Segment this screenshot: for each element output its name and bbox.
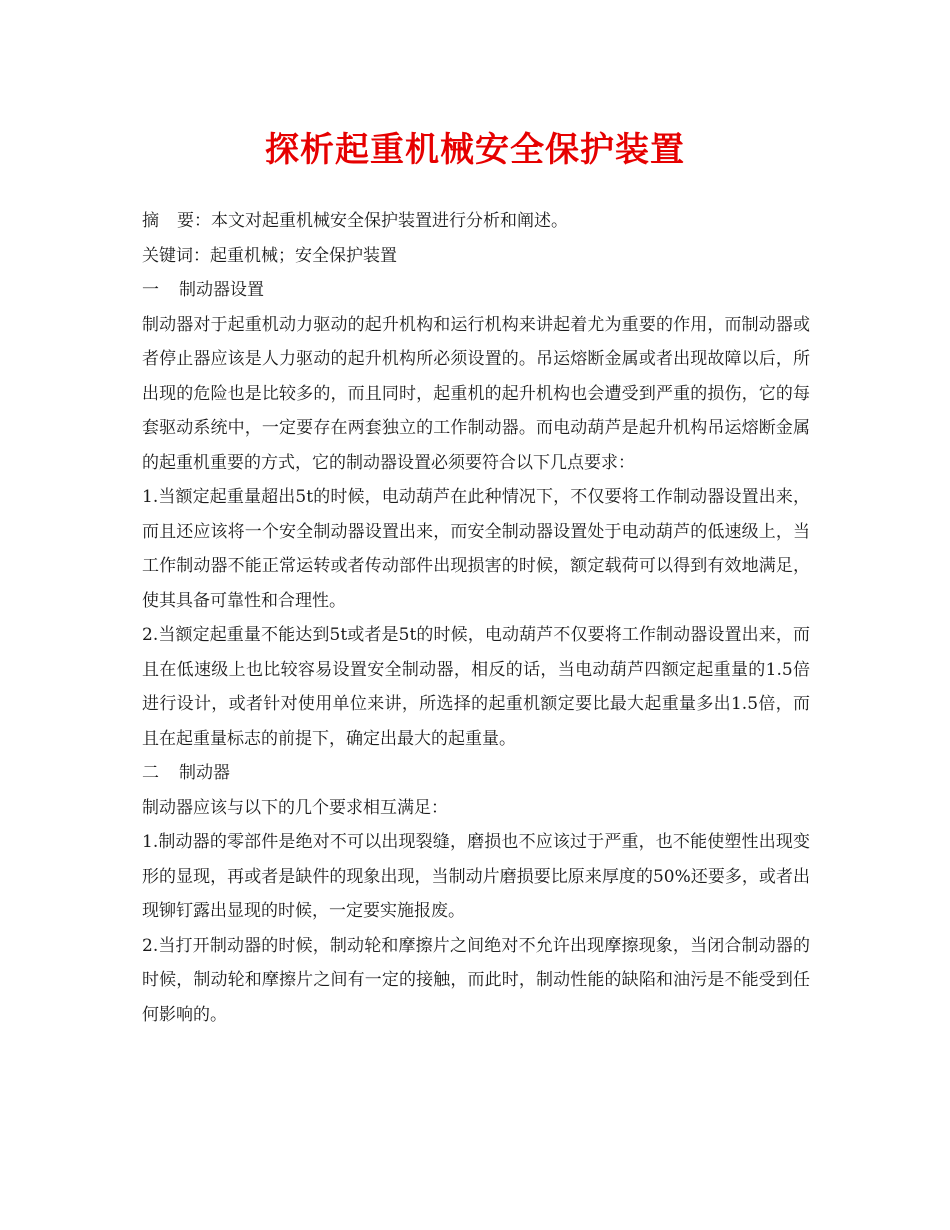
section-heading (142, 756, 810, 791)
section-title: 制动器设置 (179, 280, 264, 300)
section-title: 制动器 (179, 763, 230, 783)
paragraph: 1.制动器的零部件是绝对不可以出现裂缝，磨损也不应该过于严重，也不能使塑性出现变形的显现，再或者是缺件的现象出现，当制动片磨损要比原来厚度的50%还要多，或者出现铆钉露出显现的时候，一定要实施报废。 (142, 832, 810, 921)
abstract-label-first: 摘 (142, 211, 159, 231)
abstract-line (142, 204, 810, 239)
keywords-label: 关键词： (142, 245, 210, 266)
section-heading (142, 273, 810, 308)
abstract-label-second: 要： (177, 211, 211, 231)
document-body (142, 204, 810, 1032)
paragraph: 2.当额定起重量不能达到5t或者是5t的时候，电动葫芦不仅要将工作制动器设置出来，而且在低速级上也比较容易设置安全制动器，相反的话，当电动葫芦四额定起重量的1.5倍进行设计，或者针对使用单位来讲，所选择的起重机额定要比最大起重量多出1.5倍，而且在起重量标志的前提下，确定出最大的起重量。 (142, 625, 810, 749)
keywords-text: 起重机械；安全保护装置 (210, 245, 397, 266)
section-number: 二 (142, 763, 159, 783)
document-title: 探析起重机械安全保护装置 (265, 130, 685, 170)
paragraph: 2.当打开制动器的时候，制动轮和摩擦片之间绝对不允许出现摩擦现象，当闭合制动器的时候，制动轮和摩擦片之间有一定的接触，而此时，制动性能的缺陷和油污是不能受到任何影响的。 (142, 935, 810, 1025)
paragraph: 1.当额定起重量超出5t的时候，电动葫芦在此种情况下，不仅要将工作制动器设置出来，而且还应该将一个安全制动器设置出来，而安全制动器设置处于电动葫芦的低速级上，当工作制动器不能正常运转或者传动部件出现损害的时候，额定载荷可以得到有效地满足，使其具备可靠性和合理性。 (142, 487, 810, 611)
paragraph: 制动器应该与以下的几个要求相互满足： (142, 797, 448, 818)
paragraph: 制动器对于起重机动力驱动的起升机构和运行机构来讲起着尤为重要的作用，而制动器或者停止器应该是人力驱动的起升机构所必须设置的。吊运熔断金属或者出现故障以后，所出现的危险也是比较多的，而且同时，起重机的起升机构也会遭受到严重的损伤，它的每套驱动系统中，一定要存在两套独立的工作制动器。而电动葫芦是起升机构吊运熔断金属的起重机重要的方式，它的制动器设置必须要符合以下几点要求： (142, 314, 810, 473)
keywords-line (142, 239, 810, 274)
section-number: 一 (142, 280, 159, 300)
abstract-text: 本文对起重机械安全保护装置进行分析和阐述。 (211, 211, 568, 231)
